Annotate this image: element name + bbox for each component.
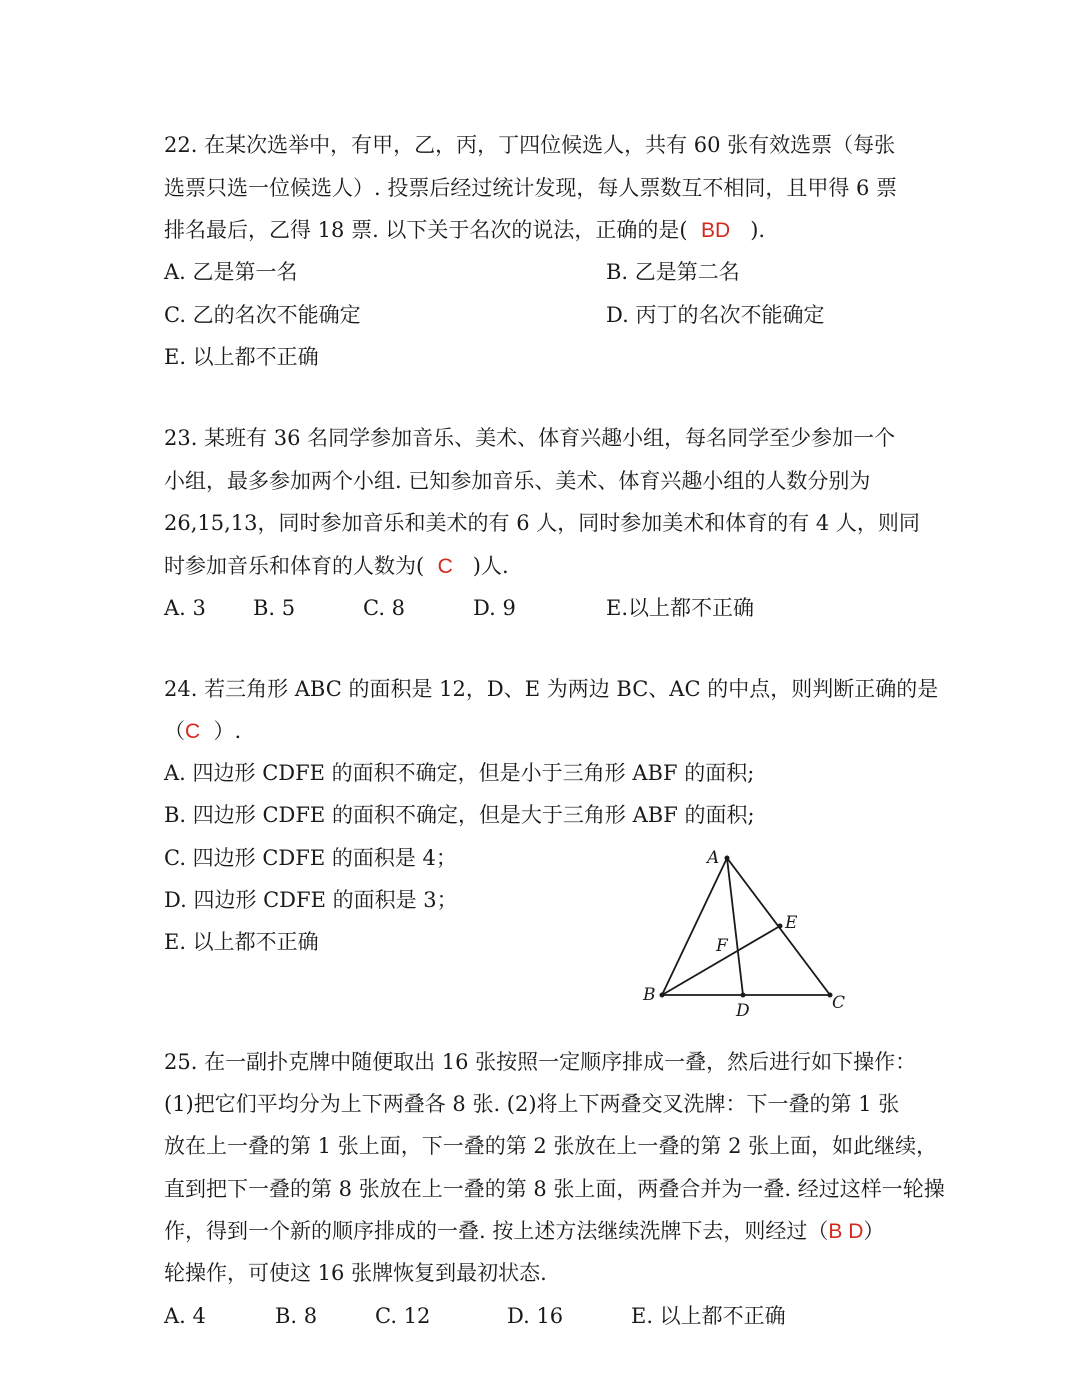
label-d: D [736,1001,750,1021]
q25-stem-close: ） [863,1219,885,1243]
q23-option-c: C. 8 [363,596,406,620]
q23-answer: C [437,555,453,578]
point-e [778,924,783,929]
label-e: E [785,913,798,933]
q22-stem-line2: 选票只选一位候选人）. 投票后经过统计发现，每人票数互不相同，且甲得 6 票 [164,176,898,200]
q22-option-b: B. 乙是第二名 [606,260,740,284]
label-c: C [832,993,846,1013]
q25-stem-line3: 放在上一叠的第 1 张上面，下一叠的第 2 张放在上一叠的第 2 张上面，如此继续， [164,1134,938,1158]
q22-stem-close: ). [750,218,766,242]
q23-stem-text: 时参加音乐和体育的人数为( [164,554,425,578]
q25-stem-line6: 轮操作，可使这 16 张牌恢复到最初状态. [164,1261,547,1285]
q25-option-a: A. 4 [164,1304,206,1328]
q24-option-c: C. 四边形 CDFE 的面积是 4； [164,846,457,870]
q25-stem-line4: 直到把下一叠的第 8 张放在上一叠的第 8 张上面，两叠合并为一叠. 经过这样一轮操 [164,1177,945,1201]
q22-option-a: A. 乙是第一名 [164,260,298,284]
q25-stem-line2: (1)把它们平均分为上下两叠各 8 张. (2)将上下两叠交叉洗牌：下一叠的第 1 张 [164,1092,900,1116]
label-f: F [716,936,728,956]
point-d [741,993,746,998]
q22-option-e: E. 以上都不正确 [164,345,319,369]
q24-stem-close: ）. [213,719,242,743]
point-b [660,993,665,998]
q22-option-d: D. 丙丁的名次不能确定 [606,303,825,327]
q22-answer: BD [700,219,731,242]
q23-option-a: A. 3 [164,596,206,620]
q24-answer: C [185,720,201,743]
triangle-abc [662,858,830,995]
label-b: B [643,985,656,1005]
q25-option-c: C. 12 [375,1304,431,1328]
q22-stem-text: 排名最后，乙得 18 票. 以下关于名次的说法，正确的是( [164,218,688,242]
q23-stem-line2: 小组，最多参加两个小组. 已知参加音乐、美术、体育兴趣小组的人数分别为 [164,469,871,493]
q23-stem-line4 [164,552,509,581]
q25-option-b: B. 8 [275,1304,318,1328]
q23-stem-line3: 26,15,13，同时参加音乐和美术的有 6 人，同时参加美术和体育的有 4 人，则同 [164,511,920,535]
q23-option-d: D. 9 [473,596,516,620]
q24-stem-line2 [164,717,241,746]
q24-stem-line1: 24. 若三角形 ABC 的面积是 12，D、E 为两边 BC、AC 的中点，则判断正确的是 [164,677,939,701]
q25-answer: B D [828,1220,864,1243]
q22-stem-line3 [164,216,765,245]
segment-ad [727,858,743,995]
q23-stem-line1: 23. 某班有 36 名同学参加音乐、美术、体育兴趣小组，每名同学至少参加一个 [164,426,896,450]
q23-option-e: E.以上都不正确 [606,596,755,620]
q25-option-d: D. 16 [507,1304,564,1328]
q23-option-b: B. 5 [253,596,296,620]
q22-stem-line1: 22. 在某次选举中，有甲，乙，丙，丁四位候选人，共有 60 张有效选票（每张 [164,133,896,157]
q25-option-e: E. 以上都不正确 [631,1304,786,1328]
q24-stem-open: （ [164,719,185,743]
q24-option-a: A. 四边形 CDFE 的面积不确定，但是小于三角形 ABF 的面积; [164,761,755,785]
q25-stem-line1: 25. 在一副扑克牌中随便取出 16 张按照一定顺序排成一叠，然后进行如下操作： [164,1050,917,1074]
q25-stem-text: 作，得到一个新的顺序排成的一叠. 按上述方法继续洗牌下去，则经过（ [164,1219,829,1243]
q24-option-b: B. 四边形 CDFE 的面积不确定，但是大于三角形 ABF 的面积; [164,803,755,827]
point-a [725,856,730,861]
q22-option-c: C. 乙的名次不能确定 [164,303,361,327]
q24-option-e: E. 以上都不正确 [164,930,319,954]
q24-option-d: D. 四边形 CDFE 的面积是 3； [164,888,458,912]
q25-stem-line5 [164,1217,884,1246]
q23-stem-close: )人. [472,554,509,578]
triangle-figure [630,840,860,1030]
label-a: A [707,848,720,868]
